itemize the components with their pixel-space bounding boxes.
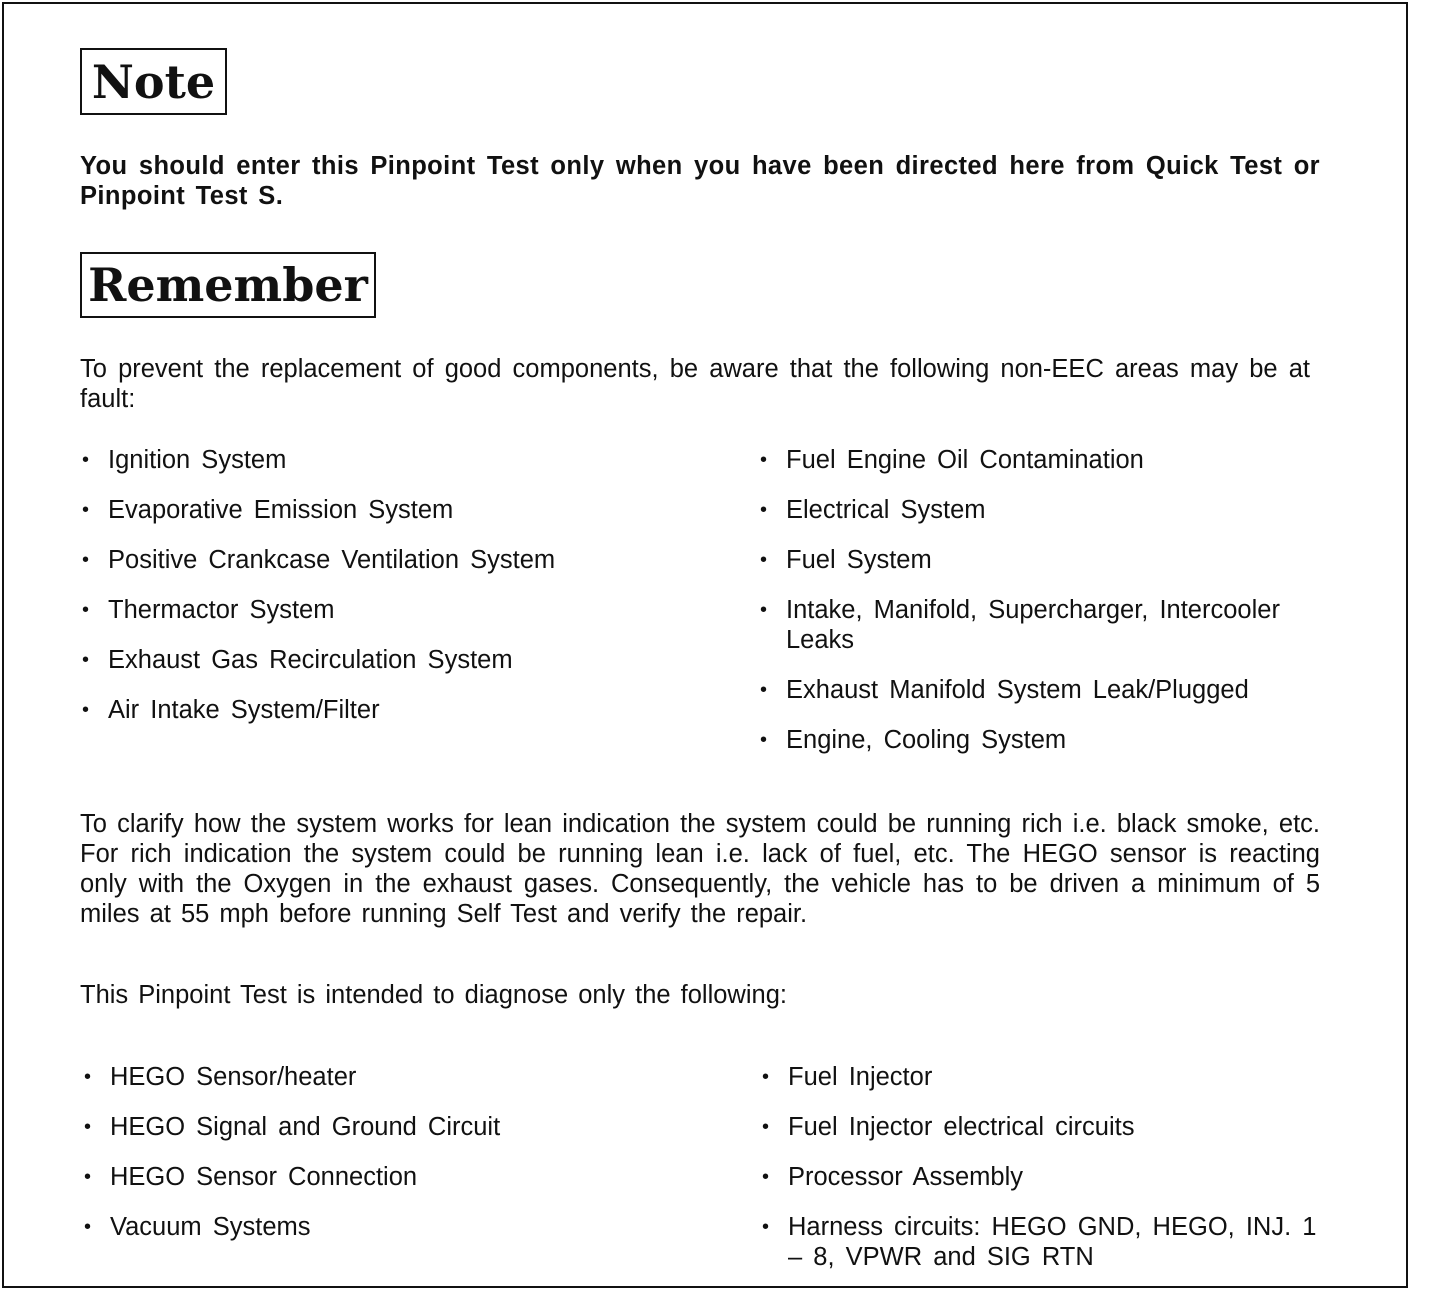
list-item [82, 1162, 702, 1192]
note-text: You should enter this Pinpoint Test only when you have been directed here from Quick Test or Pinpoint Test S. [80, 152, 1320, 210]
list-item [758, 725, 1338, 755]
list-item [80, 495, 700, 525]
list-item [82, 1112, 702, 1142]
note-heading: Note [80, 48, 227, 115]
bullet-icon: • [760, 599, 768, 621]
list-item-text: Fuel Injector [788, 1063, 933, 1091]
list-item-text: Positive Crankcase Ventilation System [108, 546, 556, 574]
bullet-icon: • [82, 499, 90, 521]
list-item-text: Fuel Engine Oil Contamination [786, 446, 1144, 474]
bullet-icon: • [82, 649, 90, 671]
list-item-text: Vacuum Systems [110, 1213, 311, 1241]
list-item [758, 545, 1338, 575]
list-item-text: Exhaust Gas Recirculation System [108, 646, 513, 674]
list-item [80, 445, 700, 475]
bullet-icon: • [84, 1116, 92, 1138]
list-item-text: Exhaust Manifold System Leak/Plugged [786, 676, 1249, 704]
list-item [760, 1162, 1340, 1192]
list-item [760, 1112, 1340, 1142]
bullet-icon: • [82, 549, 90, 571]
list-item [758, 675, 1338, 705]
list-item [80, 545, 700, 575]
list-item-text: Engine, Cooling System [786, 726, 1067, 754]
list-item [758, 595, 1338, 655]
remember-intro: To prevent the replacement of good components, be aware that the following non-EEC areas may be at fault: [80, 355, 1310, 413]
diagnose-items-left-list [82, 1062, 702, 1262]
list-item [82, 1212, 702, 1242]
list-item [760, 1212, 1340, 1272]
list-item [80, 645, 700, 675]
bullet-icon: • [762, 1216, 770, 1238]
list-item [758, 445, 1338, 475]
non-eec-areas-left-list [80, 445, 700, 745]
list-item-text: Processor Assembly [788, 1163, 1023, 1191]
list-item-text: Ignition System [108, 446, 287, 474]
remember-heading: Remember [80, 252, 376, 318]
list-item-text: Fuel Injector electrical circuits [788, 1113, 1135, 1141]
clarify-paragraph: To clarify how the system works for lean indication the system could be running rich i.e. black smoke, etc. For rich indication the system could be running lean i.e. lack of fuel, etc. The HEGO sensor is reacting only with the Oxygen in the exhaust gases. Consequently, the vehicle has to be driven a minimum of 5 miles at 55 mph before running Self Test and verify the repair. [80, 810, 1320, 928]
list-item-text: Thermactor System [108, 596, 335, 624]
bullet-icon: • [762, 1166, 770, 1188]
list-item [80, 595, 700, 625]
list-item-text: Air Intake System/Filter [108, 696, 380, 724]
bullet-icon: • [762, 1116, 770, 1138]
list-item [80, 695, 700, 725]
bullet-icon: • [760, 679, 768, 701]
non-eec-areas-right-list [758, 445, 1338, 775]
bullet-icon: • [82, 599, 90, 621]
bullet-icon: • [760, 729, 768, 751]
list-item-text: Electrical System [786, 496, 986, 524]
list-item [758, 495, 1338, 525]
list-item [82, 1062, 702, 1092]
list-item-text: HEGO Sensor/heater [110, 1063, 357, 1091]
list-item-text: Evaporative Emission System [108, 496, 454, 524]
bullet-icon: • [84, 1216, 92, 1238]
bullet-icon: • [82, 699, 90, 721]
diagnose-items-right-list [760, 1062, 1340, 1292]
list-item-text: HEGO Signal and Ground Circuit [110, 1113, 501, 1141]
bullet-icon: • [82, 449, 90, 471]
list-item-text: Harness circuits: HEGO GND, HEGO, INJ. 1 – 8, VPWR and SIG RTN [788, 1213, 1317, 1271]
diagnose-intro: This Pinpoint Test is intended to diagnose only the following: [80, 981, 787, 1009]
list-item-text: HEGO Sensor Connection [110, 1163, 418, 1191]
list-item-text: Intake, Manifold, Supercharger, Intercooler Leaks [786, 596, 1280, 654]
bullet-icon: • [760, 549, 768, 571]
list-item [760, 1062, 1340, 1092]
bullet-icon: • [84, 1066, 92, 1088]
list-item-text: Fuel System [786, 546, 932, 574]
bullet-icon: • [762, 1066, 770, 1088]
bullet-icon: • [760, 499, 768, 521]
bullet-icon: • [84, 1166, 92, 1188]
bullet-icon: • [760, 449, 768, 471]
